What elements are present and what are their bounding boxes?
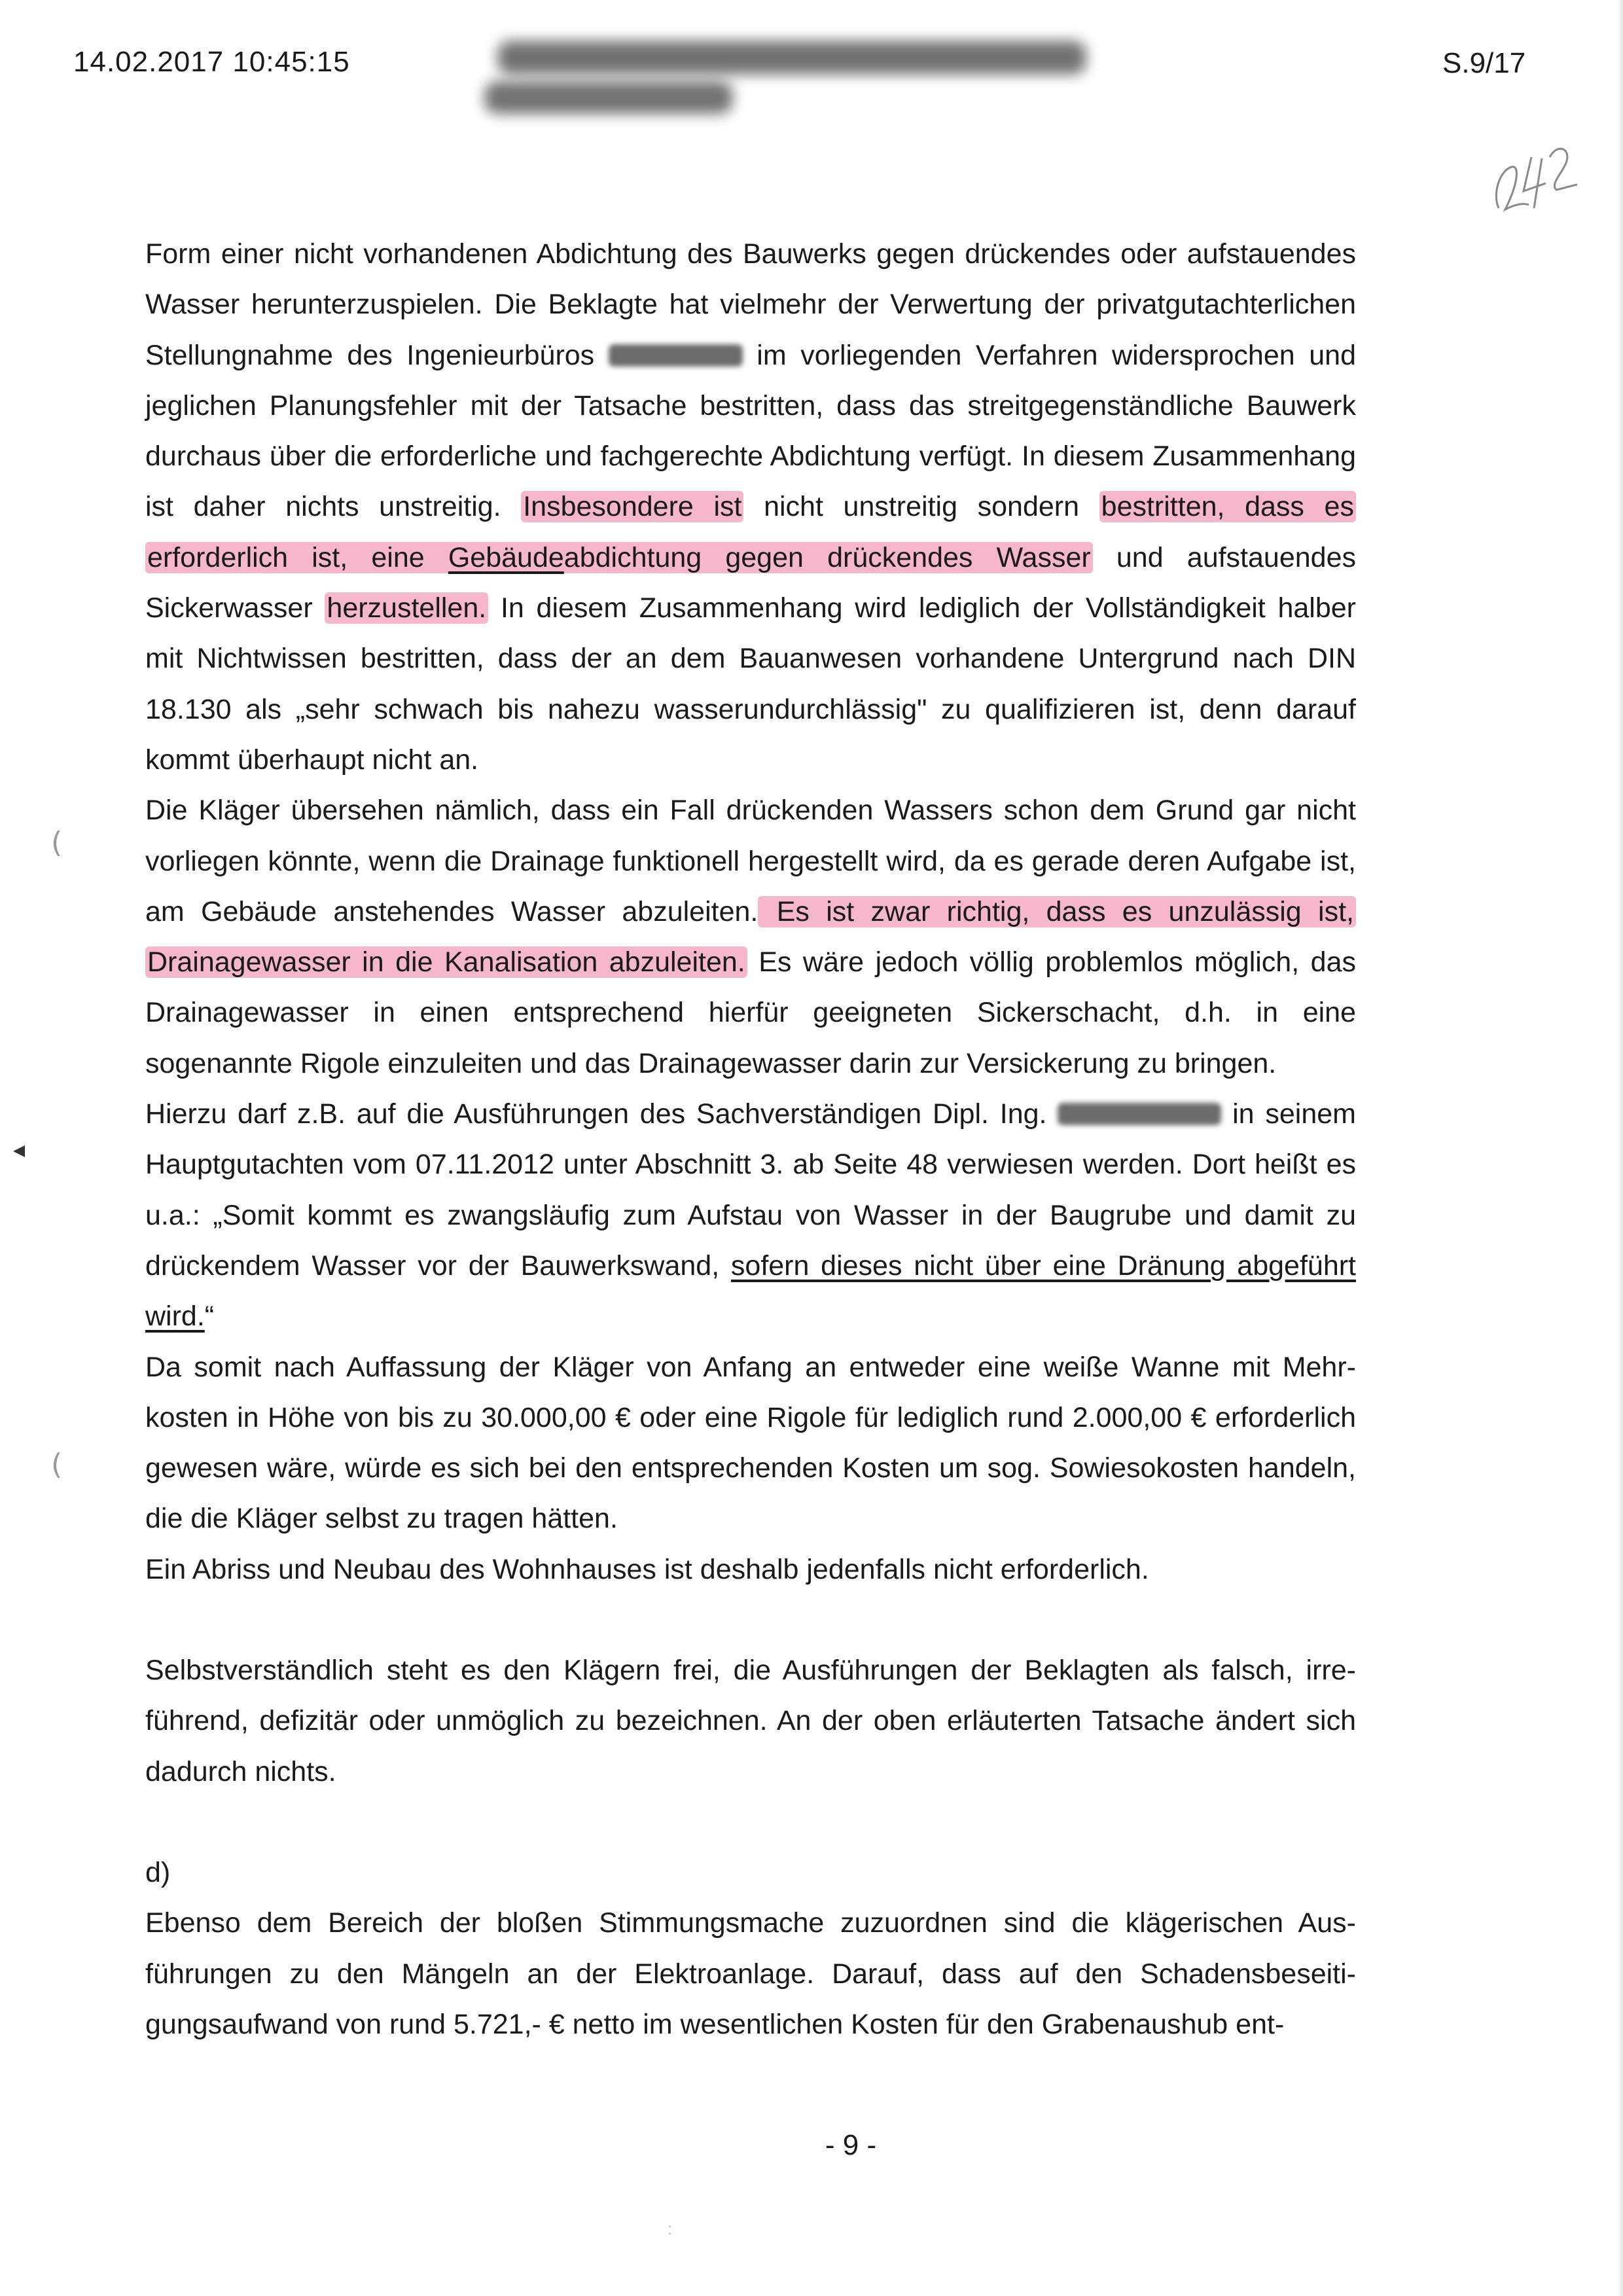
handwritten-stamp-number	[1486, 131, 1584, 229]
paragraph	[145, 229, 1356, 785]
redacted-name	[609, 344, 743, 367]
margin-paren-mark: (	[51, 826, 63, 859]
text-run: In diesem Zusammenhang wird lediglich der Vollständigkeit halber mit Nichtwissen bestritten, dass der an dem Bauanwesen vorhandene Untergrund nach DIN 18.130 als „sehr schwach bis nahezu wasserundurchlässig" zu qualifizieren ist, denn darauf kommt überhaupt nicht an.	[145, 592, 1356, 776]
underlined-text: Gebäude	[448, 541, 564, 573]
redacted-name	[1058, 1103, 1221, 1125]
highlighted-text: Es ist zwar richtig, dass es unzulässig ist, Drainagewasser in die Kanalisation abzuleiten.	[145, 896, 1356, 978]
blank-line	[145, 1595, 1356, 1645]
fax-page-indicator: S.9/17	[1442, 47, 1526, 79]
paragraph: Ein Abriss und Neubau des Wohnhauses ist deshalb jedenfalls nicht erforderlich.	[145, 1553, 1149, 1585]
text-run: Form einer nicht vorhandenen Abdichtung des Bauwerks gegen drückendes oder aufstauendes Wasser herunterzuspielen. Die Beklagte hat vielmehr der Verwertung der privatgutachterlichen Stellungnahme des Ingenieurbüros	[145, 238, 1356, 371]
fax-timestamp: 14.02.2017 10:45:15	[73, 46, 350, 78]
paragraph: Selbstverständlich steht es den Klägern frei, die Ausführungen der Beklagten als falsch, irreführend, defizitär oder unmöglich zu bezeichnen. An der oben erläuterten Tatsache ändert sich dadurch nichts.	[145, 1655, 1356, 1787]
highlighted-text: Insbesondere ist	[521, 491, 743, 522]
text-run: Hierzu darf z.B. auf die Ausführungen des Sachverständigen Dipl. Ing.	[145, 1098, 1058, 1130]
highlighted-text: herzustellen.	[325, 592, 488, 624]
margin-paren-mark: (	[51, 1448, 63, 1481]
redacted-fax-sender	[497, 41, 1086, 75]
section-label: d)	[145, 1856, 171, 1888]
redacted-fax-number	[484, 81, 733, 114]
text-run: Die Kläger übersehen nämlich, dass ein Fall drückenden Wassers schon dem Grund gar nicht vorliegen könnte, wenn die Drainage funktionell hergestellt wird, da es gerade deren Aufgabe ist, am Gebäude anstehendes Wasser abzuleiten.	[145, 795, 1356, 927]
text-run: Es wäre jedoch völlig problemlos möglich, das Drainagewasser in einen entsprechend hierfür geeigneten Sickerschacht, d.h. in eine sogenannte Rigole einzuleiten und das Drainagewasser darin zur Versickerung zu bringen.	[145, 946, 1356, 1079]
fax-header	[0, 41, 1623, 126]
paragraph: Ebenso dem Bereich der bloßen Stimmungsmache zuzuordnen sind die klägerischen Ausführungen zu den Mängeln an der Elektroanlage. Darauf, dass auf den Schadensbeseitigungsaufwand von rund 5.721,- € netto im wesentlichen Kosten für den Grabenaushub ent-	[145, 1907, 1356, 2040]
letter-body	[145, 229, 1356, 2050]
text-run: im vorliegenden Verfahren widersprochen und jeglichen Planungsfehler mit der Tatsache bestritten, dass das streitgegenständliche Bauwerk durchaus über die erforderliche und fachgerechte Abdichtung verfügt. In diesem Zusammenhang ist daher nichts unstreitig.	[145, 339, 1356, 523]
paragraph	[145, 785, 1356, 1089]
paragraph	[145, 1089, 1356, 1342]
paragraph: Da somit nach Auffassung der Kläger von Anfang an entweder eine weiße Wanne mit Mehrkosten in Höhe von bis zu 30.000,00 € oder eine Rigole für lediglich rund 2.000,00 € erforderlich gewesen wäre, würde es sich bei den entsprechenden Kosten um sog. Sowiesokosten handeln, die die Kläger selbst zu tragen hätten.	[145, 1351, 1356, 1535]
text-run: bestritten, dass es erforderlich ist, eine	[147, 491, 1354, 573]
text-run: “	[204, 1300, 215, 1333]
underlined-text: sofern dieses nicht über eine Dränung abgeführt wird.	[145, 1249, 1357, 1333]
text-run: und aufstauendes Sickerwasser	[145, 541, 1356, 624]
text-run: abdichtung gegen drückendes Wasser	[563, 541, 1091, 573]
margin-arrow-icon	[13, 1145, 25, 1157]
page-number: - 9 -	[825, 2129, 877, 2161]
text-run: in seinem Hauptgutachten vom 07.11.2012 unter Abschnitt 3. ab Seite 48 verwiesen werden. Dort heißt es u.a.: „Somit kommt es zwangsläufig zum Aufstau von Wasser in der Baugrube und damit zu drückendem Wasser vor der Bauwerkswand,	[145, 1098, 1357, 1282]
scan-edge	[1618, 0, 1623, 2296]
blank-line	[145, 1797, 1356, 1848]
scan-speck: :	[668, 2219, 673, 2238]
text-run: nicht unstreitig sondern	[743, 491, 1099, 523]
